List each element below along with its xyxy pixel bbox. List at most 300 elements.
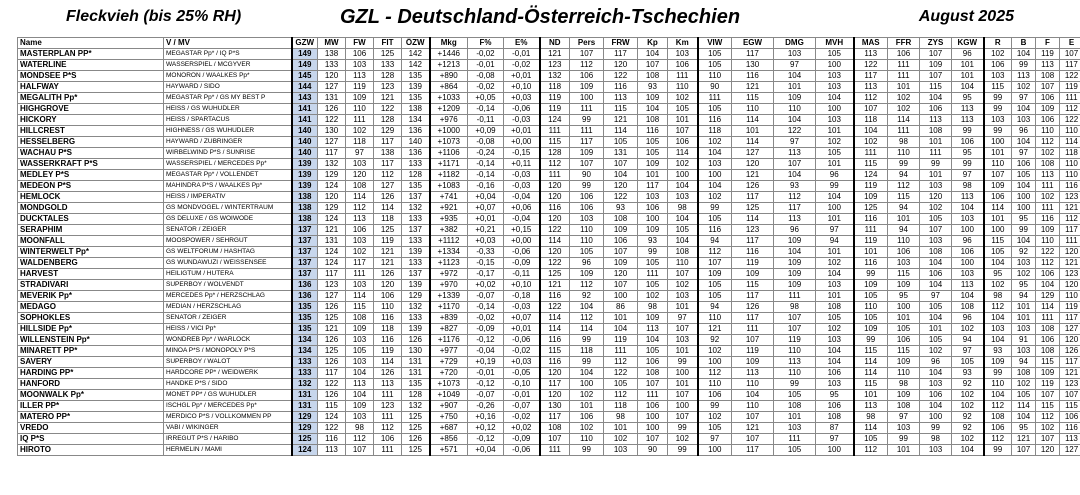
value-cell: 107 <box>984 170 1012 181</box>
value-cell: 112 <box>374 423 402 434</box>
value-cell: 111 <box>774 434 816 445</box>
value-cell: 95 <box>816 390 854 401</box>
value-cell: 114 <box>1060 137 1080 148</box>
value-cell: -0,05 <box>504 368 540 379</box>
value-cell: 108 <box>346 181 374 192</box>
gzw-cell: 140 <box>292 148 318 159</box>
value-cell: 110 <box>888 368 920 379</box>
value-cell: 105 <box>816 49 854 60</box>
value-cell: 99 <box>816 181 854 192</box>
value-cell: 112 <box>604 357 638 368</box>
value-cell: 125 <box>540 269 570 280</box>
value-cell: 92 <box>952 412 984 423</box>
value-cell: 114 <box>668 148 698 159</box>
value-cell: 112 <box>1060 104 1080 115</box>
value-cell: 104 <box>346 390 374 401</box>
value-cell: 115 <box>346 302 374 313</box>
value-cell: 99 <box>984 93 1012 104</box>
value-cell: 128 <box>402 390 430 401</box>
table-row <box>18 126 1080 137</box>
value-cell: 126 <box>732 302 774 313</box>
value-cell: 107 <box>540 434 570 445</box>
value-cell: 118 <box>374 214 402 225</box>
value-cell: +976 <box>430 115 468 126</box>
value-cell: 103 <box>920 236 952 247</box>
value-cell: 128 <box>374 71 402 82</box>
value-cell: 101 <box>668 302 698 313</box>
value-cell: 92 <box>698 335 732 346</box>
value-cell: +0,01 <box>504 324 540 335</box>
value-cell: 102 <box>698 192 732 203</box>
value-cell: +1000 <box>430 126 468 137</box>
value-cell: 109 <box>638 225 668 236</box>
table-row <box>18 93 1080 104</box>
value-cell: 107 <box>604 247 638 258</box>
value-cell: 105 <box>816 148 854 159</box>
value-cell: 104 <box>952 445 984 456</box>
bull-name-cell: HILLCREST <box>18 126 164 137</box>
value-cell: 105 <box>774 390 816 401</box>
value-cell: 103 <box>638 192 668 203</box>
value-cell: 106 <box>638 357 668 368</box>
value-cell: 117 <box>540 379 570 390</box>
value-cell: 108 <box>1012 368 1036 379</box>
value-cell: 104 <box>1012 104 1036 115</box>
value-cell: -0,07 <box>504 401 540 412</box>
value-cell: -0,08 <box>468 137 504 148</box>
bull-name-cell: HARVEST <box>18 269 164 280</box>
value-cell: 110 <box>668 258 698 269</box>
value-cell: 110 <box>570 225 604 236</box>
value-cell: 107 <box>920 71 952 82</box>
value-cell: 116 <box>540 335 570 346</box>
value-cell: 112 <box>1036 412 1060 423</box>
bull-name-cell: MEGALITH Pp* <box>18 93 164 104</box>
gzw-cell: 137 <box>292 225 318 236</box>
value-cell: 111 <box>1036 313 1060 324</box>
bull-name-cell: MINARETT PP* <box>18 346 164 357</box>
value-cell: 121 <box>318 324 346 335</box>
value-cell: 115 <box>604 104 638 115</box>
column-header: F <box>1036 38 1060 49</box>
value-cell: 116 <box>540 357 570 368</box>
value-cell: 103 <box>570 214 604 225</box>
value-cell: -0,02 <box>468 313 504 324</box>
bull-name-cell: WATERLINE <box>18 60 164 71</box>
value-cell: 122 <box>318 115 346 126</box>
value-cell: 125 <box>318 313 346 324</box>
value-cell: 102 <box>1012 379 1036 390</box>
value-cell: -0,14 <box>468 302 504 313</box>
value-cell: 101 <box>920 324 952 335</box>
value-cell: 111 <box>1060 236 1080 247</box>
value-cell: 113 <box>854 49 888 60</box>
value-cell: 110 <box>1060 291 1080 302</box>
value-cell: 92 <box>952 379 984 390</box>
value-cell: 105 <box>604 137 638 148</box>
value-cell: 100 <box>984 137 1012 148</box>
value-cell: 92 <box>1012 247 1036 258</box>
value-cell: 115 <box>854 379 888 390</box>
table-row <box>18 181 1080 192</box>
value-cell: 133 <box>402 258 430 269</box>
value-cell: 133 <box>402 214 430 225</box>
value-cell: 102 <box>638 291 668 302</box>
value-cell: -0,02 <box>504 412 540 423</box>
value-cell: 120 <box>1060 335 1080 346</box>
value-cell: 122 <box>604 192 638 203</box>
value-cell: 111 <box>698 93 732 104</box>
pedigree-cell: HEISS / VICI Pp* <box>164 324 292 335</box>
value-cell: 101 <box>816 126 854 137</box>
value-cell: 116 <box>732 71 774 82</box>
value-cell: 101 <box>920 137 952 148</box>
value-cell: 117 <box>1060 357 1080 368</box>
value-cell: 114 <box>540 313 570 324</box>
column-header: MAS <box>854 38 888 49</box>
bull-name-cell: MONDGOLD <box>18 203 164 214</box>
value-cell: 110 <box>732 379 774 390</box>
value-cell: 125 <box>402 412 430 423</box>
column-header: E <box>1060 38 1080 49</box>
value-cell: -0,01 <box>504 49 540 60</box>
gzw-cell: 125 <box>292 434 318 445</box>
value-cell: 104 <box>816 357 854 368</box>
pedigree-cell: WONDREB Pp* / WARLOCK <box>164 335 292 346</box>
value-cell: 106 <box>668 60 698 71</box>
pedigree-cell: HANDKE P*S / SIDO <box>164 379 292 390</box>
value-cell: 128 <box>540 148 570 159</box>
value-cell: 105 <box>1012 390 1036 401</box>
value-cell: 101 <box>604 423 638 434</box>
value-cell: 124 <box>318 214 346 225</box>
value-cell: 111 <box>1060 93 1080 104</box>
value-cell: 117 <box>318 148 346 159</box>
value-cell: 121 <box>374 247 402 258</box>
value-cell: 105 <box>1012 170 1036 181</box>
value-cell: +0,21 <box>468 225 504 236</box>
value-cell: 121 <box>732 82 774 93</box>
value-cell: 100 <box>952 258 984 269</box>
value-cell: 101 <box>668 379 698 390</box>
value-cell: 136 <box>402 126 430 137</box>
bull-name-cell: HANFORD <box>18 379 164 390</box>
value-cell: 115 <box>854 159 888 170</box>
value-cell: +970 <box>430 280 468 291</box>
column-header: FW <box>346 38 374 49</box>
value-cell: 102 <box>698 346 732 357</box>
value-cell: 102 <box>1036 423 1060 434</box>
value-cell: 100 <box>668 401 698 412</box>
value-cell: 112 <box>854 93 888 104</box>
bull-name-cell: HARDING PP* <box>18 368 164 379</box>
value-cell: 112 <box>774 192 816 203</box>
value-cell: 129 <box>318 170 346 181</box>
value-cell: 107 <box>638 434 668 445</box>
value-cell: 106 <box>984 60 1012 71</box>
value-cell: 100 <box>888 302 920 313</box>
value-cell: 110 <box>984 379 1012 390</box>
value-cell: 114 <box>1012 401 1036 412</box>
value-cell: 110 <box>374 302 402 313</box>
value-cell: -0,03 <box>504 181 540 192</box>
value-cell: 105 <box>698 60 732 71</box>
value-cell: 112 <box>346 203 374 214</box>
value-cell: 102 <box>854 137 888 148</box>
value-cell: 106 <box>888 247 920 258</box>
value-cell: 117 <box>374 137 402 148</box>
table-row <box>18 412 1080 423</box>
value-cell: 107 <box>668 324 698 335</box>
value-cell: 104 <box>920 93 952 104</box>
value-cell: 102 <box>668 434 698 445</box>
value-cell: 94 <box>888 203 920 214</box>
value-cell: 132 <box>402 302 430 313</box>
value-cell: 103 <box>816 82 854 93</box>
value-cell: 135 <box>402 93 430 104</box>
bull-name-cell: WINTERWELT Pp* <box>18 247 164 258</box>
value-cell: 107 <box>668 412 698 423</box>
value-cell: 124 <box>540 115 570 126</box>
value-cell: 100 <box>816 203 854 214</box>
table-row <box>18 203 1080 214</box>
value-cell: -0,14 <box>468 104 504 115</box>
value-cell: 115 <box>888 269 920 280</box>
value-cell: 109 <box>854 192 888 203</box>
value-cell: 103 <box>920 181 952 192</box>
value-cell: 124 <box>854 170 888 181</box>
value-cell: 133 <box>318 60 346 71</box>
value-cell: 105 <box>984 247 1012 258</box>
value-cell: 113 <box>346 379 374 390</box>
table-row <box>18 71 1080 82</box>
value-cell: 120 <box>540 390 570 401</box>
value-cell: 107 <box>1036 434 1060 445</box>
value-cell: 108 <box>346 313 374 324</box>
value-cell: 98 <box>604 412 638 423</box>
bull-name-cell: HEMLOCK <box>18 192 164 203</box>
value-cell: 96 <box>952 313 984 324</box>
gzw-cell: 137 <box>292 247 318 258</box>
table-row <box>18 324 1080 335</box>
value-cell: 105 <box>346 346 374 357</box>
gzw-cell: 139 <box>292 181 318 192</box>
value-cell: 117 <box>540 412 570 423</box>
value-cell: 99 <box>984 104 1012 115</box>
value-cell: 106 <box>984 192 1012 203</box>
value-cell: 120 <box>604 269 638 280</box>
value-cell: 96 <box>816 170 854 181</box>
value-cell: 113 <box>952 115 984 126</box>
value-cell: 95 <box>1012 280 1036 291</box>
value-cell: 113 <box>346 71 374 82</box>
value-cell: +0,10 <box>504 82 540 93</box>
value-cell: 102 <box>952 434 984 445</box>
value-cell: +0,02 <box>504 423 540 434</box>
value-cell: 103 <box>346 159 374 170</box>
value-cell: 116 <box>638 126 668 137</box>
value-cell: 102 <box>816 324 854 335</box>
value-cell: 99 <box>698 203 732 214</box>
value-cell: 108 <box>638 368 668 379</box>
value-cell: 118 <box>1060 148 1080 159</box>
value-cell: -0,17 <box>468 269 504 280</box>
table-row <box>18 82 1080 93</box>
gzw-cell: 129 <box>292 423 318 434</box>
value-cell: 115 <box>888 192 920 203</box>
table-row <box>18 423 1080 434</box>
value-cell: 108 <box>638 115 668 126</box>
value-cell: 99 <box>984 445 1012 456</box>
value-cell: -0,11 <box>468 115 504 126</box>
value-cell: 103 <box>346 412 374 423</box>
value-cell: 92 <box>952 423 984 434</box>
value-cell: 124 <box>318 258 346 269</box>
value-cell: 117 <box>732 192 774 203</box>
value-cell: 99 <box>570 181 604 192</box>
value-cell: 127 <box>318 137 346 148</box>
value-cell: 130 <box>540 401 570 412</box>
value-cell: 93 <box>638 236 668 247</box>
value-cell: 133 <box>402 313 430 324</box>
value-cell: 109 <box>888 390 920 401</box>
value-cell: 113 <box>1036 170 1060 181</box>
value-cell: 107 <box>638 60 668 71</box>
value-cell: 100 <box>668 170 698 181</box>
value-cell: 119 <box>854 181 888 192</box>
column-header: KGW <box>952 38 984 49</box>
value-cell: 103 <box>698 159 732 170</box>
value-cell: 104 <box>984 335 1012 346</box>
table-row <box>18 313 1080 324</box>
value-cell: 97 <box>1012 93 1036 104</box>
value-cell: 102 <box>668 93 698 104</box>
value-cell: 104 <box>984 313 1012 324</box>
value-cell: +972 <box>430 269 468 280</box>
value-cell: 92 <box>570 291 604 302</box>
value-cell: 110 <box>668 82 698 93</box>
value-cell: 105 <box>698 49 732 60</box>
value-cell: 102 <box>920 203 952 214</box>
value-cell: 120 <box>1060 247 1080 258</box>
value-cell: 95 <box>1012 423 1036 434</box>
value-cell: 101 <box>816 291 854 302</box>
value-cell: 106 <box>570 192 604 203</box>
value-cell: 114 <box>346 291 374 302</box>
value-cell: 112 <box>604 390 638 401</box>
value-cell: 105 <box>920 302 952 313</box>
value-cell: 103 <box>920 379 952 390</box>
value-cell: 130 <box>402 346 430 357</box>
value-cell: 132 <box>318 159 346 170</box>
value-cell: 102 <box>604 434 638 445</box>
value-cell: 120 <box>318 71 346 82</box>
bull-name-cell: SOPHOKLES <box>18 313 164 324</box>
pedigree-cell: MONET PP* / GS WUHUDLER <box>164 390 292 401</box>
gzw-cell: 129 <box>292 412 318 423</box>
value-cell: 122 <box>1060 115 1080 126</box>
value-cell: 109 <box>854 280 888 291</box>
bull-name-cell: WASSERKRAFT P*S <box>18 159 164 170</box>
value-cell: 94 <box>952 335 984 346</box>
value-cell: 100 <box>668 368 698 379</box>
value-cell: 86 <box>604 302 638 313</box>
value-cell: 104 <box>920 280 952 291</box>
value-cell: 130 <box>732 60 774 71</box>
value-cell: 102 <box>888 104 920 115</box>
bull-name-cell: MOONWALK Pp* <box>18 390 164 401</box>
value-cell: 122 <box>854 60 888 71</box>
pedigree-cell: SENATOR / ZEIGER <box>164 313 292 324</box>
value-cell: 116 <box>1060 181 1080 192</box>
gzw-cell: 139 <box>292 159 318 170</box>
pedigree-cell: MONORON / WAALKES Pp* <box>164 71 292 82</box>
table-row <box>18 401 1080 412</box>
value-cell: 106 <box>604 236 638 247</box>
table-row <box>18 280 1080 291</box>
value-cell: 109 <box>774 258 816 269</box>
value-cell: 105 <box>638 148 668 159</box>
value-cell: 111 <box>570 126 604 137</box>
value-cell: 109 <box>638 159 668 170</box>
value-cell: 94 <box>1012 357 1036 368</box>
value-cell: 102 <box>668 159 698 170</box>
bull-name-cell: HICKORY <box>18 115 164 126</box>
value-cell: 95 <box>1012 214 1036 225</box>
value-cell: 105 <box>854 291 888 302</box>
value-cell: 114 <box>570 324 604 335</box>
value-cell: 95 <box>984 269 1012 280</box>
value-cell: +827 <box>430 324 468 335</box>
value-cell: 114 <box>732 137 774 148</box>
value-cell: 122 <box>1036 247 1060 258</box>
value-cell: +1112 <box>430 236 468 247</box>
value-cell: +0,09 <box>468 126 504 137</box>
value-cell: 104 <box>920 401 952 412</box>
value-cell: 114 <box>732 214 774 225</box>
value-cell: 105 <box>816 313 854 324</box>
value-cell: 91 <box>1012 335 1036 346</box>
value-cell: 102 <box>346 126 374 137</box>
value-cell: 112 <box>570 60 604 71</box>
table-header-row <box>18 38 1080 49</box>
value-cell: 107 <box>668 269 698 280</box>
value-cell: 103 <box>346 335 374 346</box>
value-cell: 103 <box>1012 258 1036 269</box>
value-cell: 103 <box>346 236 374 247</box>
value-cell: 106 <box>920 390 952 401</box>
value-cell: 137 <box>402 269 430 280</box>
value-cell: 109 <box>604 258 638 269</box>
value-cell: +1209 <box>430 104 468 115</box>
value-cell: 116 <box>318 434 346 445</box>
gzw-cell: 135 <box>292 302 318 313</box>
value-cell: 139 <box>402 82 430 93</box>
value-cell: 106 <box>638 401 668 412</box>
gzw-cell: 138 <box>292 214 318 225</box>
pedigree-cell: MEDIAN / HERZSCHLAG <box>164 302 292 313</box>
gzw-cell: 138 <box>292 203 318 214</box>
value-cell: 113 <box>1060 434 1080 445</box>
value-cell: 123 <box>374 401 402 412</box>
value-cell: 98 <box>854 412 888 423</box>
value-cell: -0,01 <box>504 390 540 401</box>
value-cell: 111 <box>854 225 888 236</box>
column-header: EGW <box>732 38 774 49</box>
value-cell: 106 <box>570 412 604 423</box>
column-header: GZW <box>292 38 318 49</box>
value-cell: 113 <box>952 104 984 115</box>
